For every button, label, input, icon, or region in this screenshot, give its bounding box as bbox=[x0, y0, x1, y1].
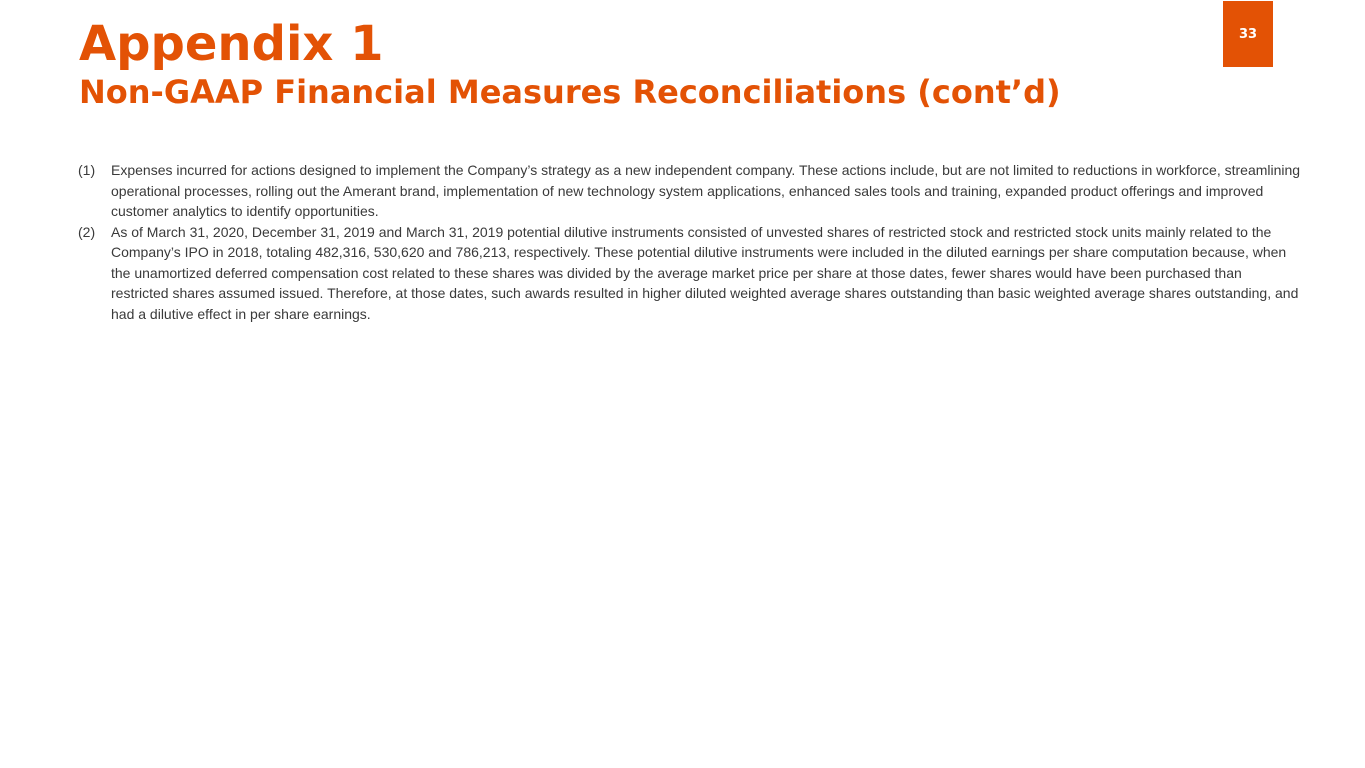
footnote-number: (2) bbox=[78, 223, 96, 240]
slide-subtitle: Non-GAAP Financial Measures Reconciliations (cont’d) bbox=[79, 73, 1061, 111]
footnote-text: Expenses incurred for actions designed to implement the Company’s strategy as a new independent company. These actions include, but are not limited to reductions in workforce, streamlining operational processes, rolling out the Amerant brand, implementation of new technology system applications, enhanced sales tools and training, expanded product offerings and improved customer analytics to identify opportunities. bbox=[111, 162, 1301, 219]
footnote-item bbox=[78, 160, 1303, 222]
page-number-badge bbox=[1223, 1, 1273, 67]
footnote-number: (1) bbox=[78, 162, 96, 178]
footnote-item bbox=[78, 222, 1303, 325]
page-number: 33 bbox=[1238, 26, 1258, 42]
footnote-text: As of March 31, 2020, December 31, 2019 and March 31, 2019 potential dilutive instruments consisted of unvested shares of restricted stock and restricted stock units mainly related to the Company’s IPO in 2018, totaling 482,316, 530,620 and 786,213, respectively. These potential dilutive instruments were included in the diluted earnings per share computation because, when the unamortized deferred compensation cost related to these shares was divided by the average market price per share at those dates, fewer shares would have been purchased than restricted shares assumed issued. Therefore, at those dates, such awards resulted in higher diluted weighted average shares outstanding than basic weighted average shares outstanding, and had a dilutive effect in per share earnings. bbox=[111, 223, 1299, 322]
footnotes-list bbox=[78, 160, 1303, 324]
slide-title: Appendix 1 bbox=[79, 16, 384, 72]
